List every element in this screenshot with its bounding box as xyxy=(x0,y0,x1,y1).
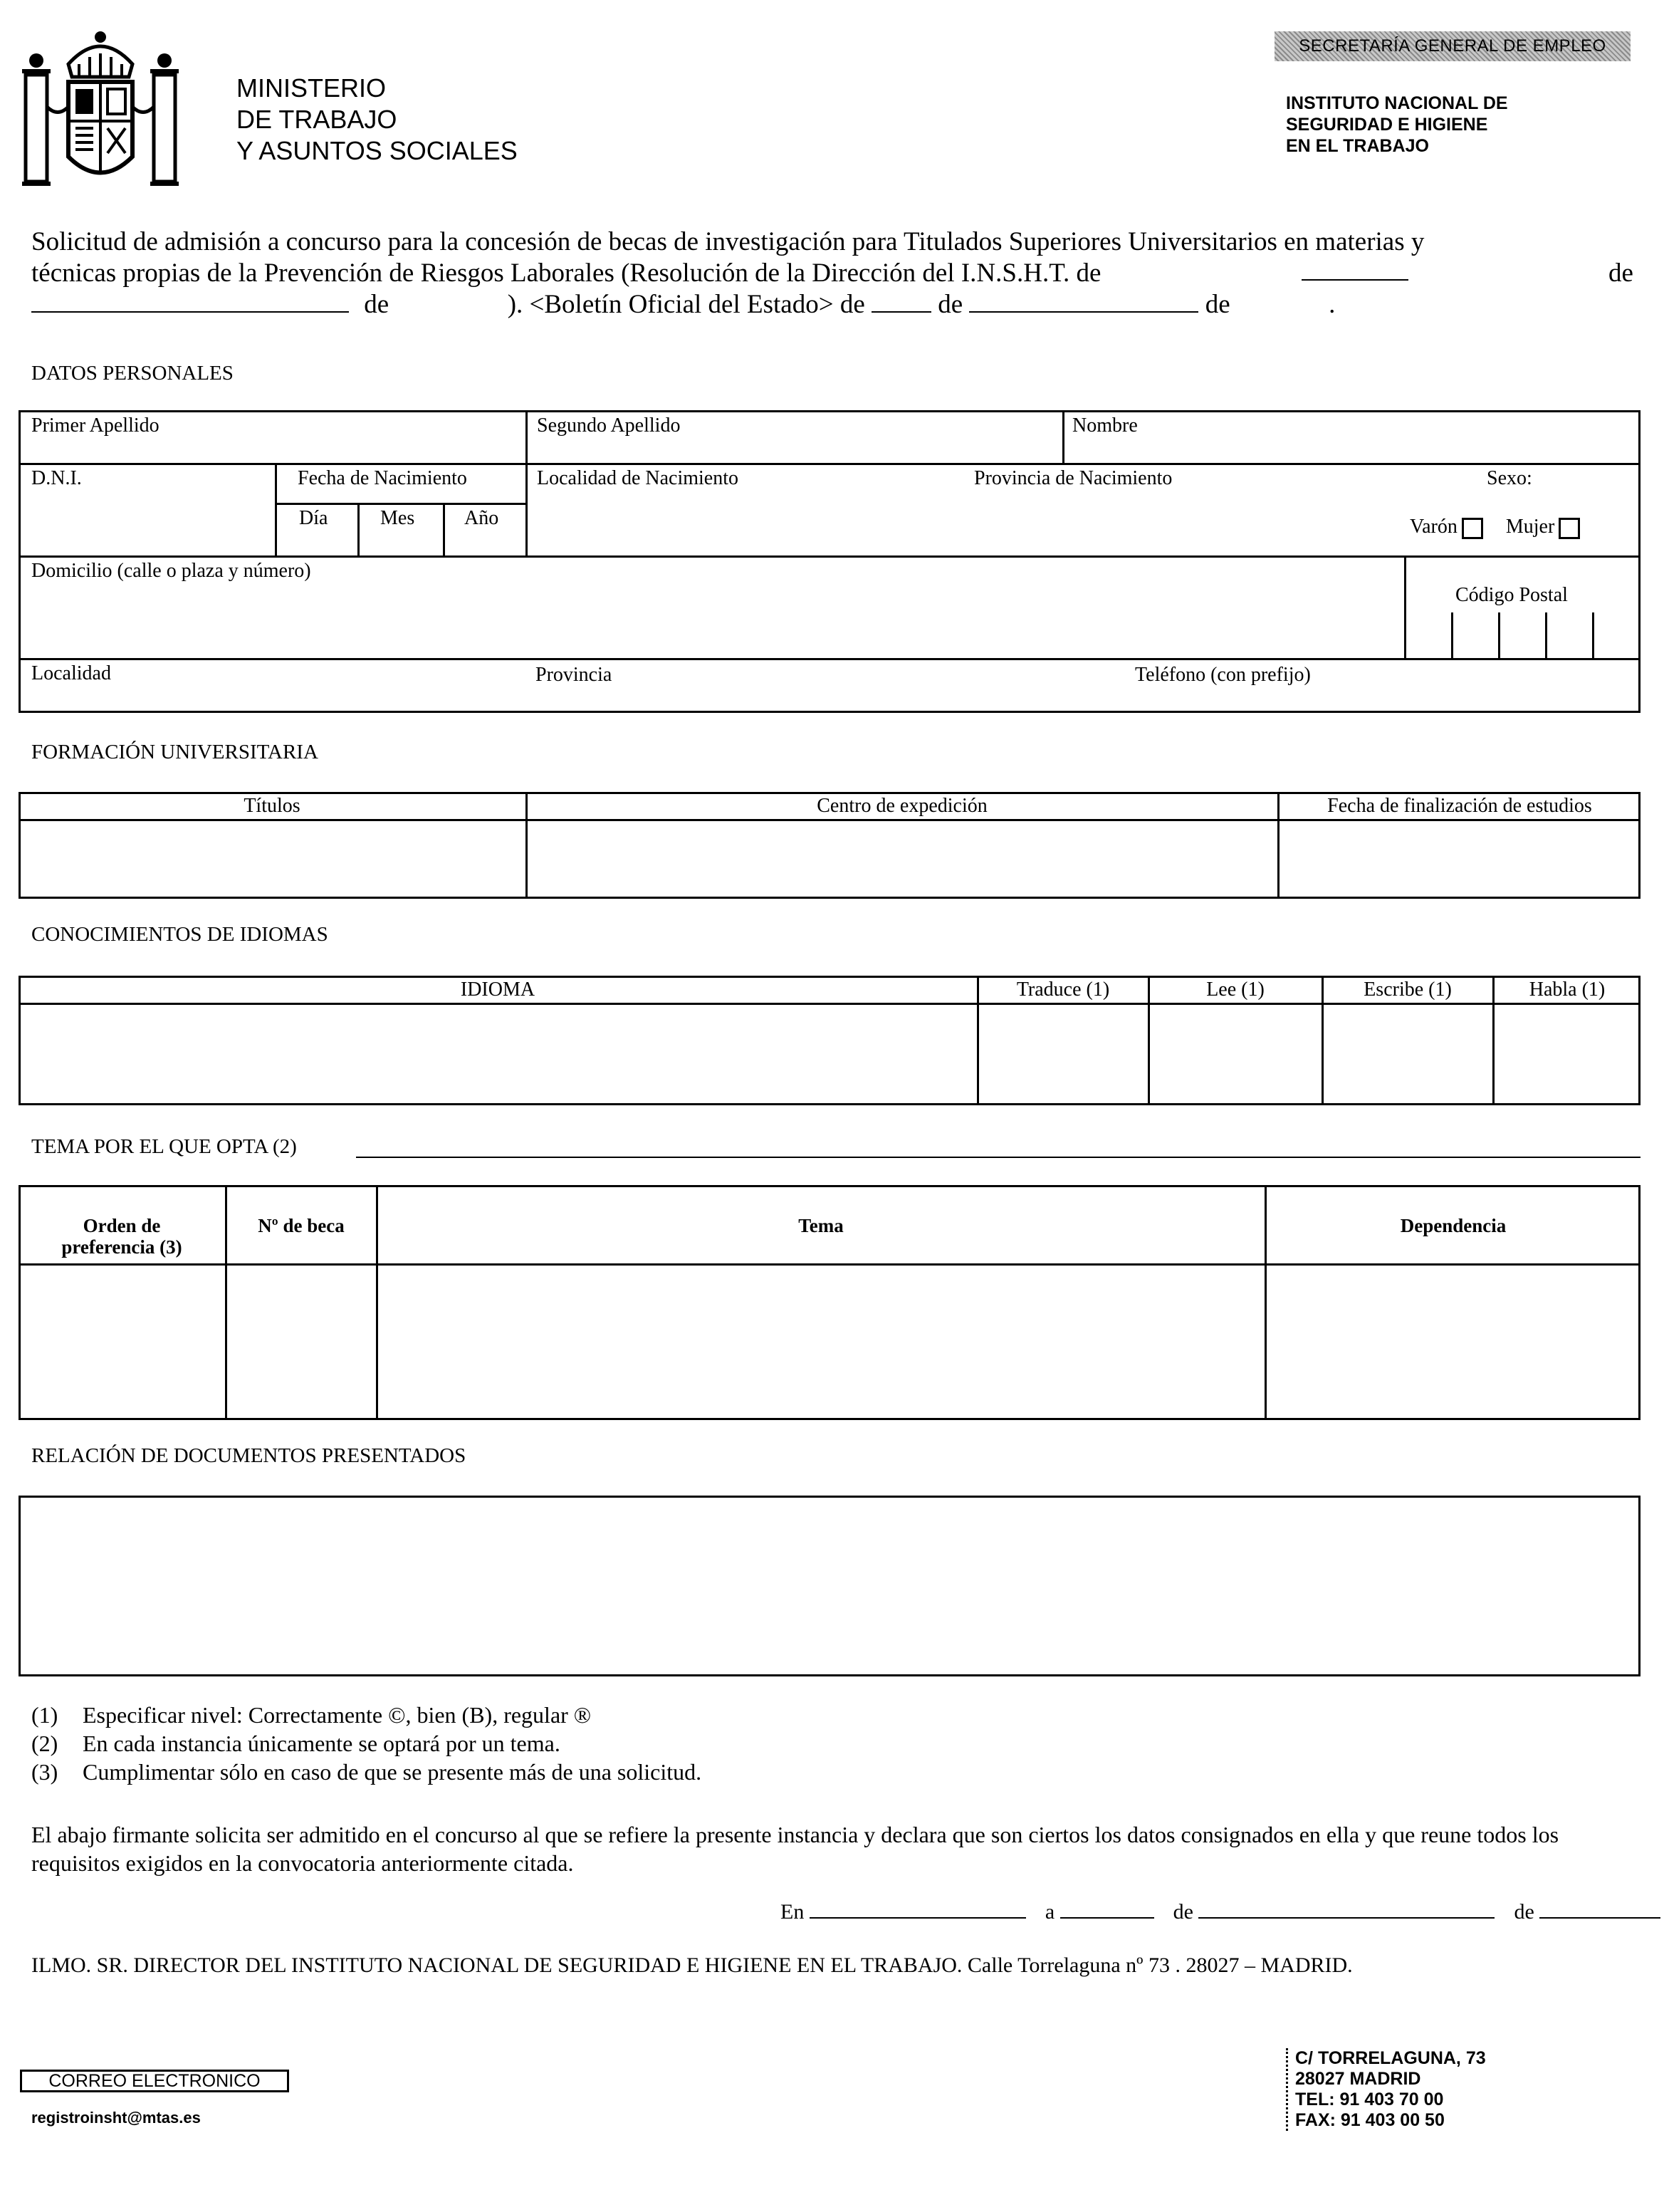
ministry-line: DE TRABAJO xyxy=(236,105,397,134)
title-text: de xyxy=(364,290,389,319)
field-fecha-nacimiento: Fecha de Nacimiento xyxy=(298,467,467,489)
title-line: Solicitud de admisión a concurso para la concesión de becas de investigación para Titulados Superiores Universitarios en materias y xyxy=(31,227,1425,256)
addressee: ILMO. SR. DIRECTOR DEL INSTITUTO NACIONAL DE SEGURIDAD E HIGIENE EN EL TRABAJO. Calle Torrelaguna nº 73 . 28027 – MADRID. xyxy=(31,1953,1353,1977)
checkbox-mujer[interactable] xyxy=(1559,518,1580,539)
section-title-personal: DATOS PERSONALES xyxy=(31,362,234,385)
day-blank[interactable] xyxy=(1060,1900,1154,1919)
field-localidad[interactable]: Localidad xyxy=(31,662,111,684)
column-orden-line: preferencia (3) xyxy=(61,1236,182,1258)
agency-name xyxy=(1286,93,1508,157)
field-provincia[interactable]: Provincia xyxy=(535,664,612,686)
column-dependencia: Dependencia xyxy=(1400,1215,1507,1236)
title-text: de xyxy=(1205,290,1230,319)
date-blank[interactable] xyxy=(872,290,931,313)
ministry-name xyxy=(236,73,518,167)
date-blank[interactable] xyxy=(31,290,349,313)
signature-place-date: En a de de xyxy=(780,1900,1660,1924)
month-blank[interactable] xyxy=(1198,1900,1495,1919)
section-title-documentos: RELACIÓN DE DOCUMENTOS PRESENTADOS xyxy=(31,1444,466,1467)
input-titulos[interactable] xyxy=(21,822,524,896)
coat-of-arms-logo xyxy=(19,21,182,196)
field-sexo: Sexo: xyxy=(1487,467,1532,489)
email-address[interactable]: registroinsht@mtas.es xyxy=(31,2109,201,2127)
title-text: de xyxy=(1608,259,1633,288)
column-idioma: IDIOMA xyxy=(460,979,535,1001)
ministry-line: Y ASUNTOS SOCIALES xyxy=(236,136,518,165)
form-title xyxy=(31,226,1633,320)
address-line: 28027 MADRID xyxy=(1295,2069,1421,2089)
field-localidad-nacimiento[interactable]: Localidad de Nacimiento xyxy=(537,467,738,489)
place-blank[interactable] xyxy=(810,1900,1026,1919)
title-text: de xyxy=(938,290,963,319)
column-traduce: Traduce (1) xyxy=(1016,979,1110,1001)
footnote: (2) En cada instancia únicamente se optará por un tema. xyxy=(31,1731,560,1756)
title-text: técnicas propias de la Prevención de Riesgos Laborales (Resolución de la Dirección del I.N.S.H.T. de xyxy=(31,259,1102,288)
agency-line: SEGURIDAD E HIGIENE xyxy=(1286,115,1488,135)
option-varon-label: Varón xyxy=(1410,516,1458,538)
date-blank[interactable] xyxy=(969,290,1198,313)
option-mujer-label: Mujer xyxy=(1505,516,1555,538)
field-anio[interactable]: Año xyxy=(464,507,499,529)
checkbox-varon[interactable] xyxy=(1462,518,1483,539)
postal-address xyxy=(1286,2048,1486,2131)
field-dia[interactable]: Día xyxy=(299,507,328,529)
column-orden xyxy=(19,1215,225,1258)
title-text: . xyxy=(1329,290,1336,319)
input-fecha-fin[interactable] xyxy=(1280,822,1638,896)
sex-options xyxy=(1410,516,1580,539)
field-telefono[interactable]: Teléfono (con prefijo) xyxy=(1135,664,1311,686)
field-provincia-nacimiento[interactable]: Provincia de Nacimiento xyxy=(974,467,1173,489)
email-label: CORREO ELECTRONICO xyxy=(20,2070,289,2092)
input-centro[interactable] xyxy=(528,822,1276,896)
date-blank[interactable] xyxy=(1302,258,1408,281)
documentos-box[interactable] xyxy=(19,1496,1641,1676)
field-dni[interactable]: D.N.I. xyxy=(31,467,82,489)
address-line: TEL: 91 403 70 00 xyxy=(1295,2090,1444,2109)
agency-line: INSTITUTO NACIONAL DE xyxy=(1286,93,1508,113)
input-idioma[interactable] xyxy=(21,1006,975,1102)
footnote: (1) Especificar nivel: Correctamente ©, bien (B), regular ® xyxy=(31,1702,592,1728)
agency-banner: SECRETARÍA GENERAL DE EMPLEO xyxy=(1275,31,1631,61)
title-line xyxy=(31,289,1633,320)
footnote: (3) Cumplimentar sólo en caso de que se presente más de una solicitud. xyxy=(31,1759,702,1785)
footnotes xyxy=(31,1701,701,1786)
title-text: ). <Boletín Oficial del Estado> de xyxy=(507,290,865,319)
column-titulos: Títulos xyxy=(244,795,300,817)
field-segundo-apellido[interactable]: Segundo Apellido xyxy=(537,414,681,437)
column-escribe: Escribe (1) xyxy=(1364,979,1452,1001)
agency-line: EN EL TRABAJO xyxy=(1286,136,1429,156)
column-beca: Nº de beca xyxy=(258,1215,345,1236)
column-tema: Tema xyxy=(798,1215,844,1236)
field-codigo-postal[interactable]: Código Postal xyxy=(1455,584,1568,606)
field-domicilio[interactable]: Domicilio (calle o plaza y número) xyxy=(31,560,311,582)
column-centro: Centro de expedición xyxy=(817,795,988,817)
field-mes[interactable]: Mes xyxy=(380,507,415,529)
year-blank[interactable] xyxy=(1539,1900,1660,1919)
column-lee: Lee (1) xyxy=(1206,979,1265,1001)
address-line: FAX: 91 403 00 50 xyxy=(1295,2110,1445,2130)
field-nombre[interactable]: Nombre xyxy=(1072,414,1138,437)
field-primer-apellido[interactable]: Primer Apellido xyxy=(31,414,159,437)
column-orden-line: Orden de xyxy=(83,1215,161,1236)
tema-blank[interactable] xyxy=(356,1157,1641,1158)
address-line: C/ TORRELAGUNA, 73 xyxy=(1295,2048,1486,2068)
title-line xyxy=(31,258,1633,289)
input-tema[interactable] xyxy=(377,1266,1263,1417)
column-fecha-fin: Fecha de finalización de estudios xyxy=(1327,795,1592,817)
section-title-idiomas: CONOCIMIENTOS DE IDIOMAS xyxy=(31,923,328,946)
column-habla: Habla (1) xyxy=(1529,979,1606,1001)
section-title-tema: TEMA POR EL QUE OPTA (2) xyxy=(31,1135,297,1158)
section-title-formacion: FORMACIÓN UNIVERSITARIA xyxy=(31,741,318,763)
ministry-line: MINISTERIO xyxy=(236,73,387,103)
declaration: El abajo firmante solicita ser admitido en el concurso al que se refiere la presente instancia y declara que son ciertos los datos consignados en ella y que reune todos los requisitos exigidos en la convocatoria anteriormente citada. xyxy=(31,1822,1559,1876)
